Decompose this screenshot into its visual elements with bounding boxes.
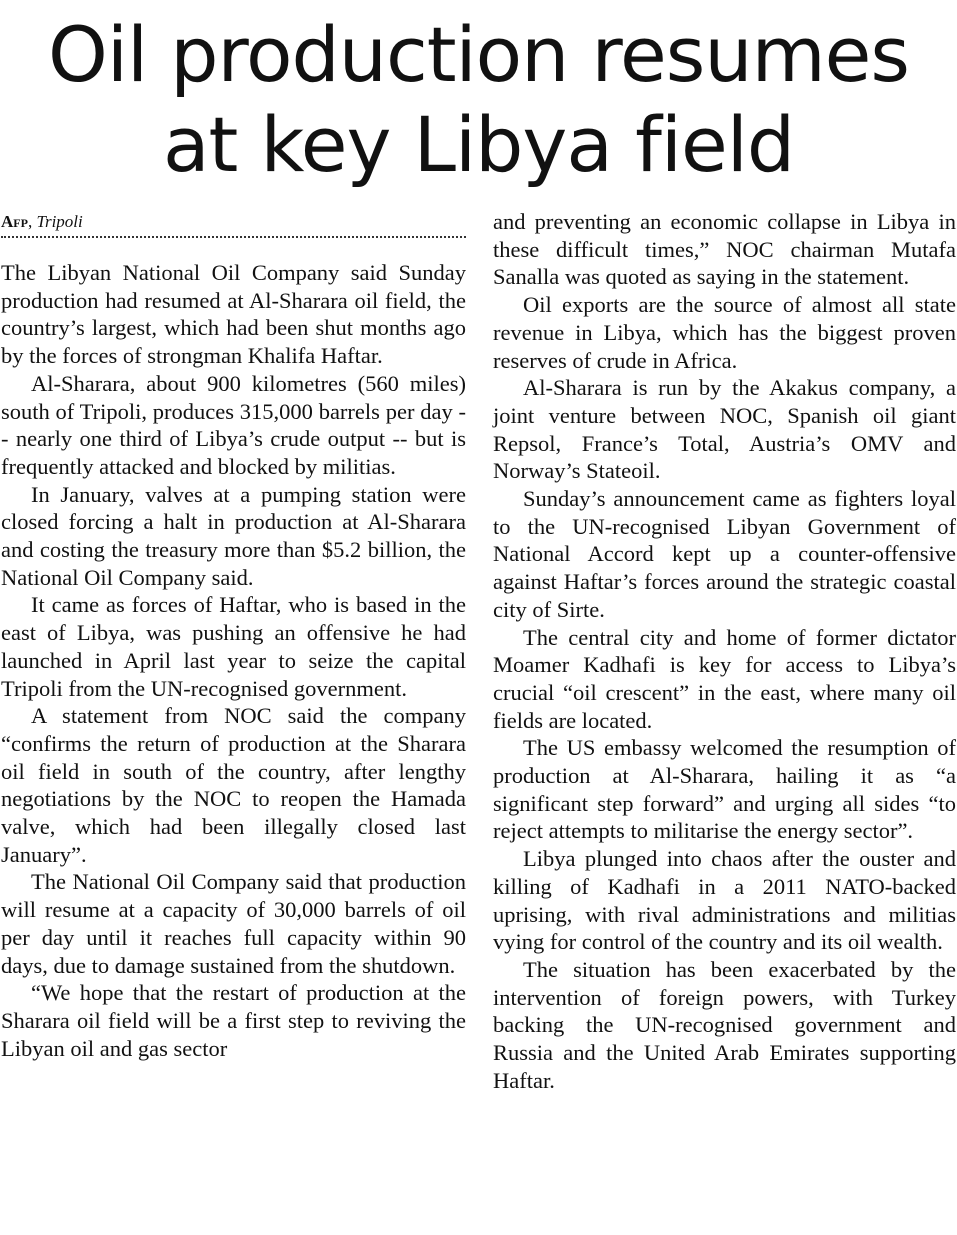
article-paragraph: Oil exports are the source of almost all state revenue in Libya, which has the biggest proven reserves of crude in Africa. — [493, 292, 956, 373]
article-paragraph: The Libyan National Oil Company said Sunday production had resumed at Al-Sharara oil field, the country’s largest, which had been shut months ago by the forces of strongman Khalifa Haftar. — [1, 260, 466, 369]
article-paragraph: The situation has been exacerbated by the intervention of foreign powers, with Turkey backing the UN-recognised government and Russia and the United Arab Emirates supporting Haftar. — [493, 956, 956, 1093]
article-paragraph: The National Oil Company said that production will resume at a capacity of 30,000 barrels of oil per day until it reaches full capacity within 90 days, due to damage sustained from the shutdown. — [1, 869, 466, 978]
byline — [1, 208, 466, 238]
article-paragraph: It came as forces of Haftar, who is based in the east of Libya, was pushing an offensive he had launched in April last year to seize the capital Tripoli from the UN-recognised government. — [1, 592, 466, 701]
article-paragraph: Libya plunged into chaos after the ouster and killing of Kadhafi in a 2011 NATO-backed uprising, with rival administrations and militias vying for control of the country and its oil wealth. — [493, 846, 956, 955]
article-paragraph: In January, valves at a pumping station were closed forcing a halt in production at Al-Sharara and costing the treasury more than $5.2 billion, the National Oil Company said. — [1, 481, 466, 590]
article-paragraph: The US embassy welcomed the resumption of production at Al-Sharara, hailing it as “a significant step forward” and urging all sides “to reject attempts to militarise the energy sector”. — [493, 735, 956, 844]
byline-separator: , — [27, 212, 37, 231]
article-paragraph: A statement from NOC said the company “confirms the return of production at the Sharara oil field in south of the country, after lengthy negotiations by the NOC to reopen the Hamada valve, which had been illegally closed last January”. — [1, 703, 466, 867]
article-column-right — [493, 208, 956, 1095]
article-paragraph: Al-Sharara, about 900 kilometres (560 miles) south of Tripoli, produces 315,000 barrels per day -- nearly one third of Libya’s crude output -- but is frequently attacked and blocked by militias. — [1, 370, 466, 479]
article-paragraph: Sunday’s announcement came as fighters loyal to the UN-recognised Libyan Government of National Accord kept up a counter-offensive against Haftar’s forces around the strategic coastal city of Sirte. — [493, 486, 956, 622]
article-headline — [0, 10, 957, 190]
article-paragraph-continued: and preventing an economic collapse in Libya in these difficult times,” NOC chairman Mutafa Sanalla was quoted as saying in the statement. — [493, 209, 956, 290]
headline-line-2: at key Libya field — [162, 100, 795, 189]
byline-agency: Afp — [1, 212, 28, 231]
article-paragraph: Al-Sharara is run by the Akakus company, a joint venture between NOC, Spanish oil giant Repsol, France’s Total, Austria’s OMV and Norway’s Stateoil. — [493, 375, 956, 484]
article-column-left — [1, 208, 466, 1062]
article-paragraph: “We hope that the restart of production at the Sharara oil field will be a first step to reviving the Libyan oil and gas sector — [1, 980, 466, 1061]
headline-line-1: Oil production resumes — [48, 10, 909, 99]
article-paragraph: The central city and home of former dictator Moamer Kadhafi is key for access to Libya’s crucial “oil crescent” in the east, where many oil fields are located. — [493, 624, 956, 733]
byline-location: Tripoli — [36, 212, 83, 231]
